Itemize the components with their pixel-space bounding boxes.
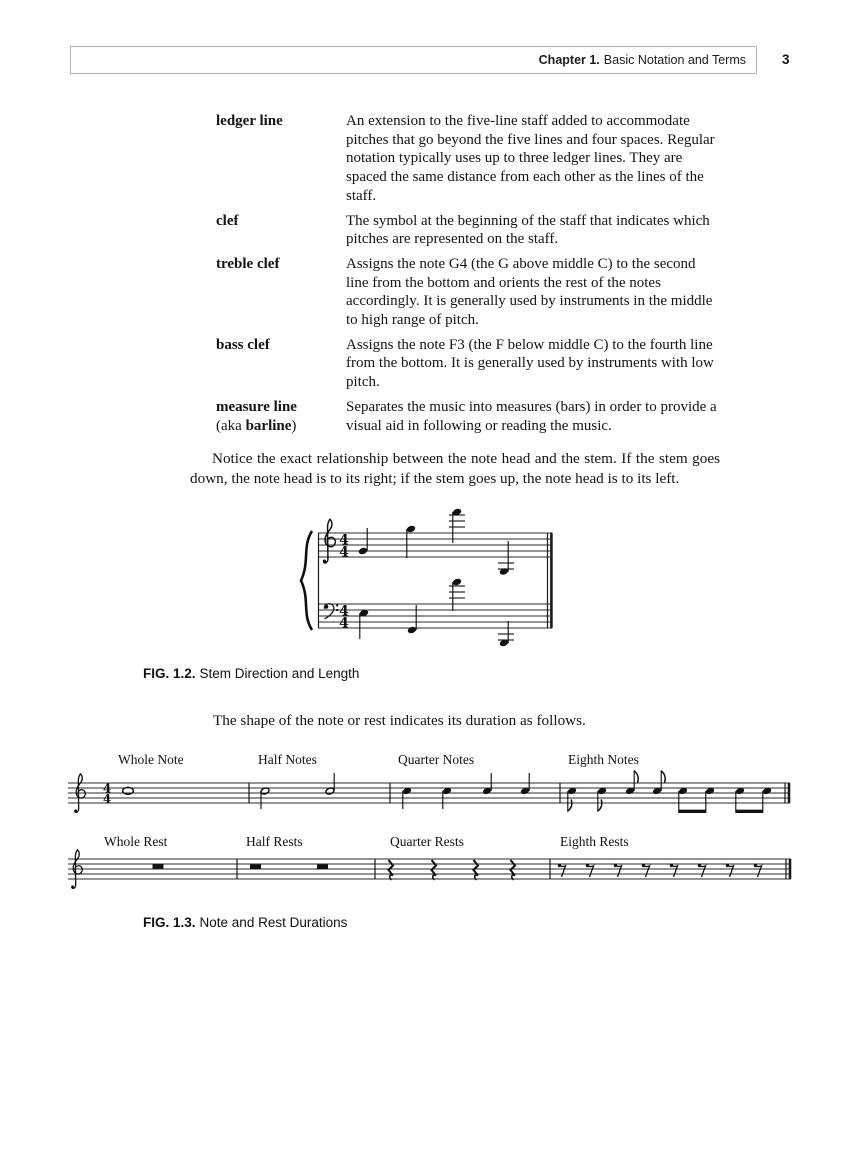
definition-term: clef xyxy=(216,212,239,229)
chapter-title: Basic Notation and Terms xyxy=(603,53,746,67)
figure-note-durations xyxy=(64,760,800,822)
svg-text:4: 4 xyxy=(339,603,349,620)
figure-label: FIG. 1.3. xyxy=(143,915,196,930)
page-number: 3 xyxy=(782,52,790,67)
definition-text: The symbol at the beginning of the staff that indicates which pitches are represented on the staff. xyxy=(346,212,710,248)
staff-label-quarter-rests: Quarter Rests xyxy=(390,834,464,849)
definition-text: Separates the music into measures (bars) in order to provide a visual aid in following or reading the music. xyxy=(346,398,717,434)
staff-label-quarter-notes: Quarter Notes xyxy=(398,752,475,767)
treble-clef-icon xyxy=(323,519,336,563)
quarter-rests xyxy=(389,860,516,880)
staff-label-whole-rest: Whole Rest xyxy=(104,834,168,849)
staff-label-eighth-notes: Eighth Notes xyxy=(568,752,639,767)
staff-label-whole-note: Whole Note xyxy=(118,752,184,767)
treble-notes xyxy=(358,508,514,576)
half-rests xyxy=(250,865,328,870)
definition-term: ledger line xyxy=(216,113,283,129)
half-notes xyxy=(260,773,335,809)
figure-rest-durations xyxy=(64,832,800,896)
grand-staff-svg xyxy=(295,500,565,652)
figure-caption: FIG. 1.2. Stem Direction and Length xyxy=(143,666,360,681)
staff-label-half-notes: Half Notes xyxy=(258,752,317,767)
bass-notes xyxy=(359,578,514,648)
staff-lines xyxy=(68,859,791,879)
definition-text: An extension to the five-line staff added to accommodate pitches that go beyond the five lines and four spaces. Regular notation typically uses up to three ledger lines. They are spaced the same distance from each other as the lines of the staff. xyxy=(346,113,715,204)
bass-staff-lines xyxy=(318,604,552,628)
brace-icon xyxy=(301,531,312,630)
figure-caption: FIG. 1.3. Note and Rest Durations xyxy=(143,915,348,930)
figure-grand-staff xyxy=(295,500,565,652)
quarter-notes xyxy=(402,773,530,809)
definition-text: Assigns the note F3 (the F below middle C) to the fourth line from the bottom. It is generally used by instruments with low pitch. xyxy=(346,336,714,391)
running-header xyxy=(70,46,757,74)
figure-label: FIG. 1.2. xyxy=(143,666,196,681)
time-signature: 4 xyxy=(102,781,112,796)
definition-text: Assigns the note G4 (the G above middle C) to the second line from the bottom and orients the rest of the notes accordingly. It is generally used by instruments in the middle to high range of pitch. xyxy=(346,255,713,329)
rests-staff-svg xyxy=(64,832,800,896)
definition-term: treble clef xyxy=(216,255,280,272)
definition-list xyxy=(216,112,721,435)
chapter-number: Chapter 1. xyxy=(538,53,600,67)
svg-text:4: 4 xyxy=(102,792,112,807)
svg-text:4: 4 xyxy=(339,615,349,632)
time-signature: 4 xyxy=(339,532,349,549)
staff-label-half-rests: Half Rests xyxy=(246,834,303,849)
body-paragraph: Notice the exact relationship between the note head and the stem. If the stem goes down, the note head is to its right; if the stem goes up, the note head is to its left. xyxy=(190,450,720,487)
treble-staff-lines xyxy=(318,533,552,557)
notes-staff-svg xyxy=(64,760,800,822)
whole-rest xyxy=(153,864,164,869)
body-paragraph: The shape of the note or rest indicates its duration as follows. xyxy=(213,712,586,729)
eighth-notes xyxy=(567,771,772,811)
eighth-rests xyxy=(558,864,762,877)
definition-term: measure line (aka barline) xyxy=(216,398,297,434)
svg-text:4: 4 xyxy=(339,544,349,561)
staff-label-eighth-rests: Eighth Rests xyxy=(560,834,629,849)
definition-term: bass clef xyxy=(216,336,270,353)
